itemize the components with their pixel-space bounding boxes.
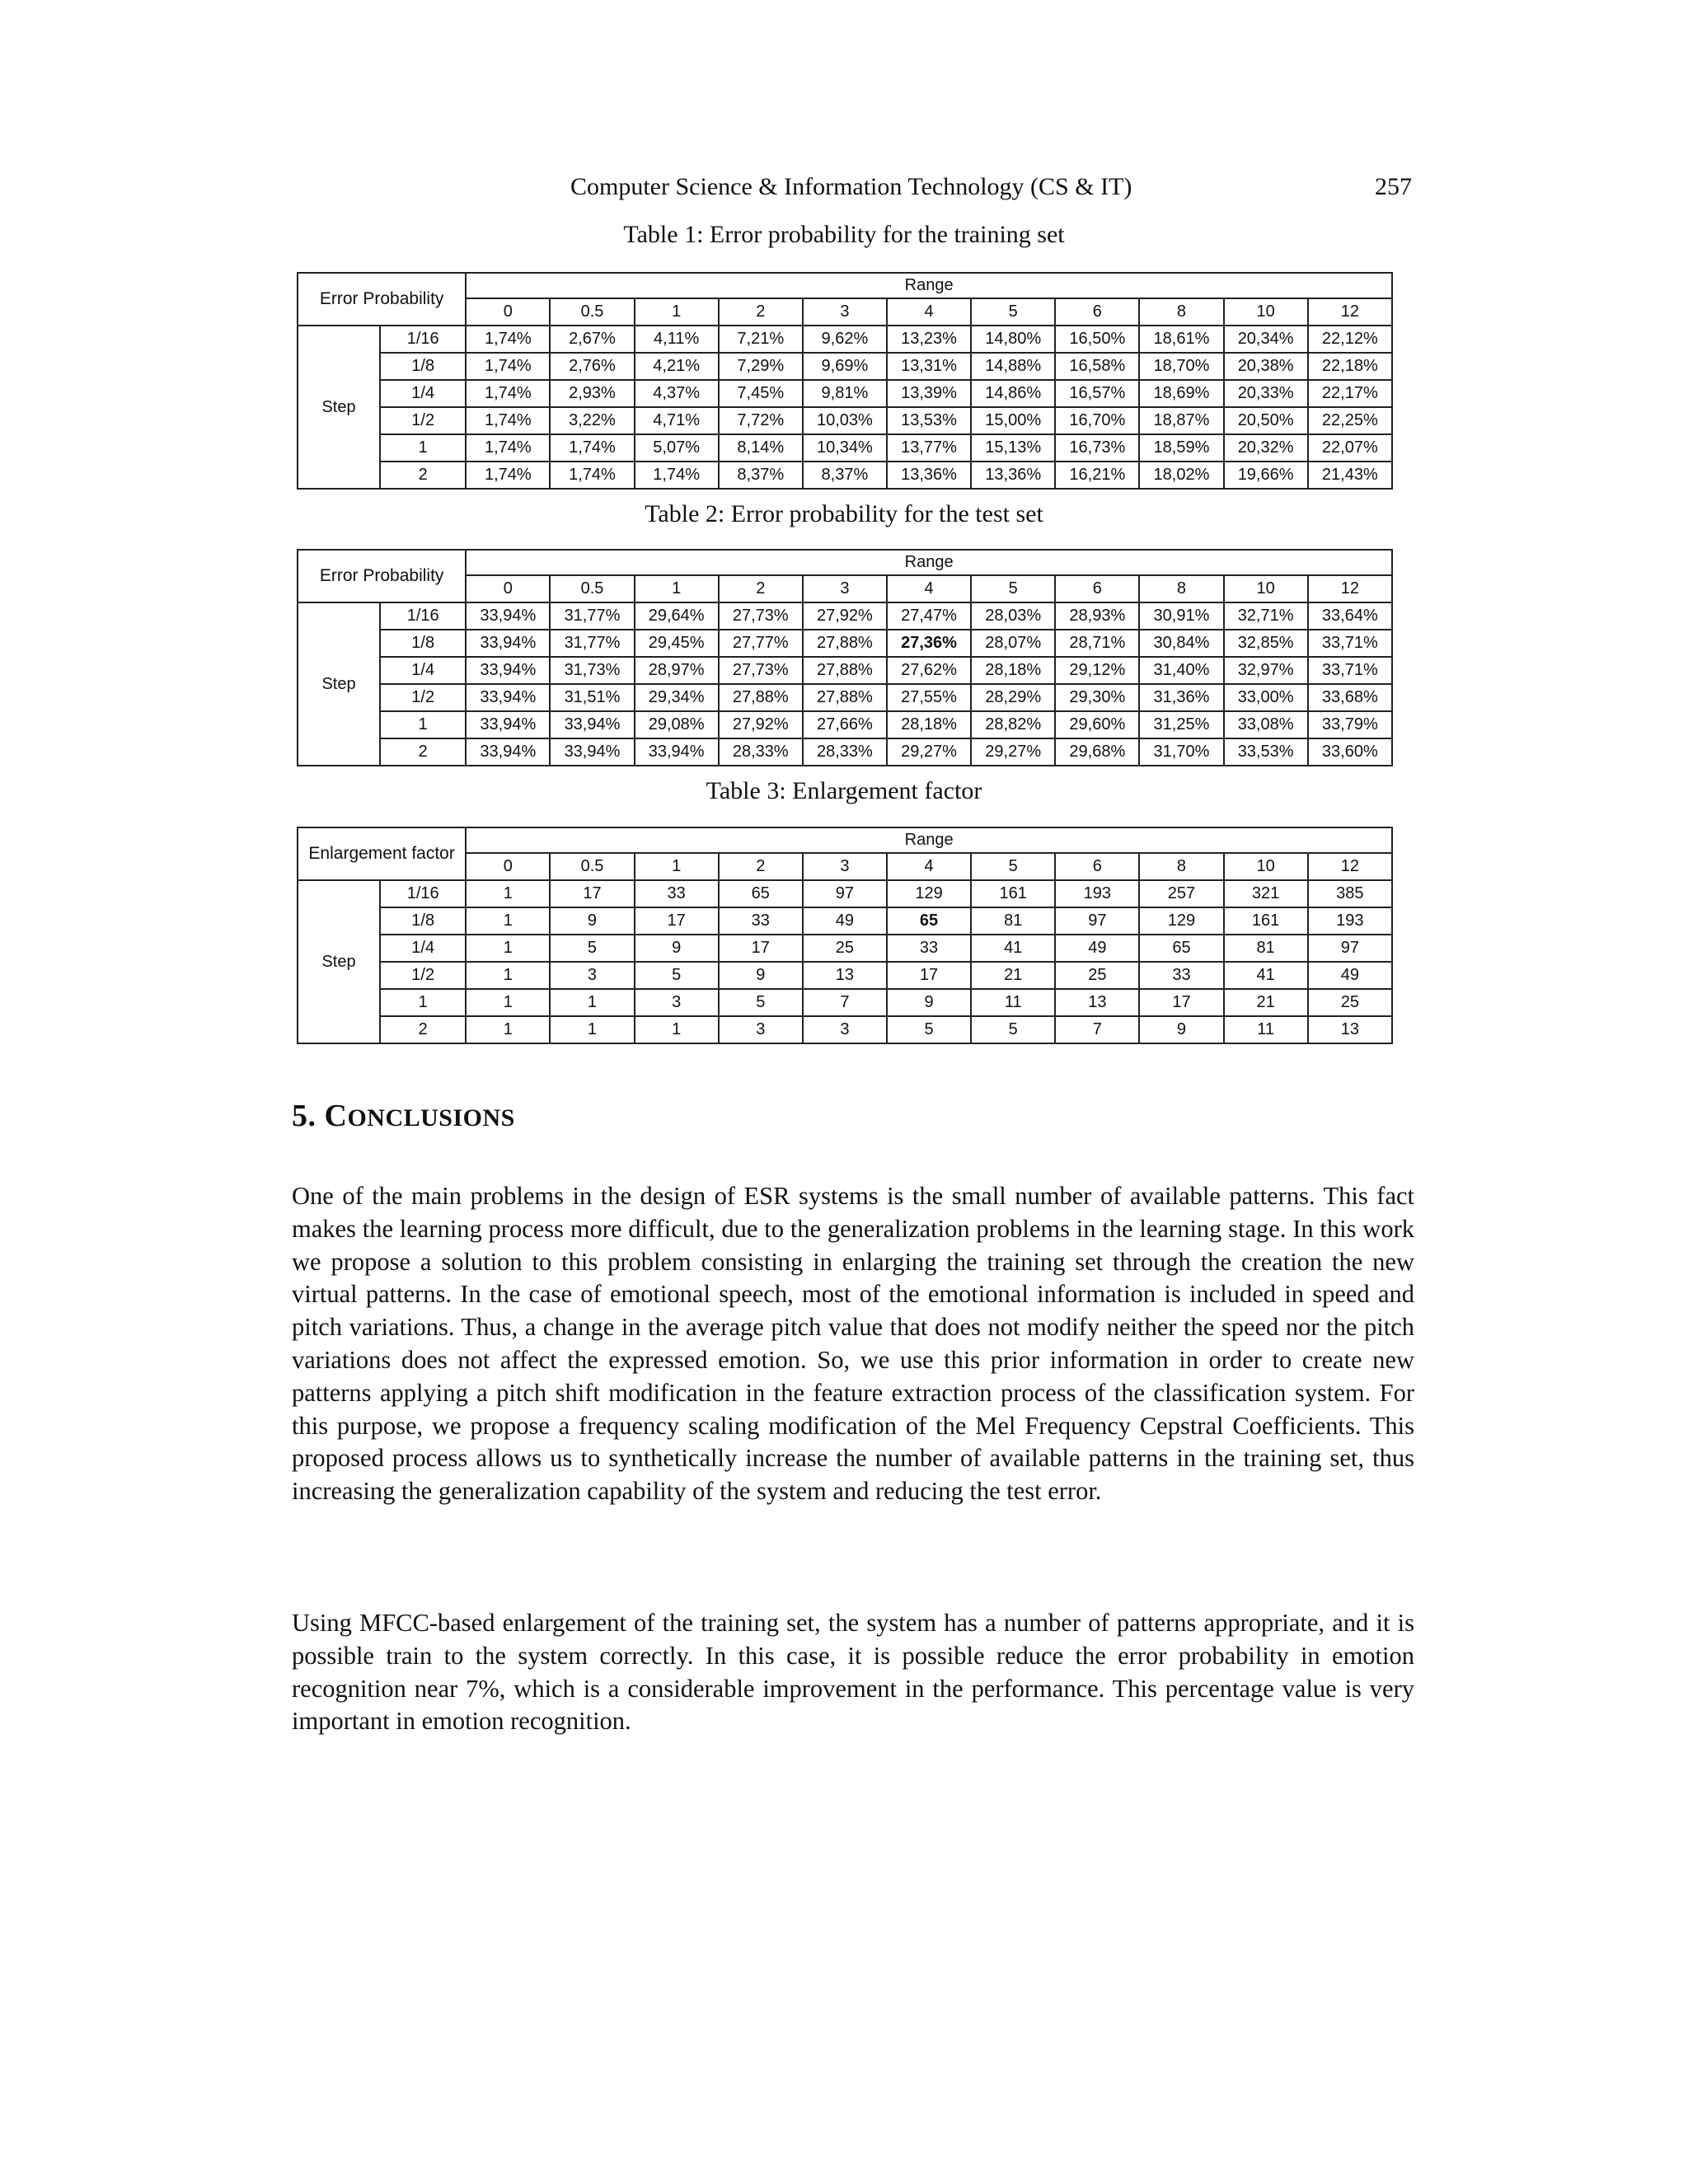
value-cell: 4,71%: [635, 407, 719, 434]
range-header-cell: 1: [635, 298, 719, 326]
value-cell: 9: [887, 989, 971, 1016]
value-cell: 28,18%: [887, 711, 971, 738]
value-cell: 161: [971, 880, 1055, 907]
value-cell: 49: [1308, 962, 1392, 989]
table-row: [298, 434, 1392, 462]
value-cell: 257: [1139, 880, 1223, 907]
value-cell: 30,84%: [1139, 630, 1223, 657]
range-header-cell: 3: [803, 853, 887, 880]
value-cell: 1,74%: [466, 326, 550, 353]
value-cell: 97: [803, 880, 887, 907]
value-cell: 18,87%: [1139, 407, 1223, 434]
value-cell: 17: [635, 907, 719, 935]
value-cell: 9: [550, 907, 634, 935]
value-cell: 27,88%: [803, 657, 887, 684]
range-header-cell: 5: [971, 298, 1055, 326]
range-header-cell: 8: [1139, 298, 1223, 326]
value-cell: 2,67%: [550, 326, 634, 353]
value-cell: 20,32%: [1224, 434, 1308, 462]
value-cell: 9: [719, 962, 803, 989]
value-cell: 2,76%: [550, 353, 634, 380]
value-cell: 33,60%: [1308, 738, 1392, 766]
table-row: [298, 380, 1392, 407]
table-row: [298, 989, 1392, 1016]
value-cell: 27,92%: [803, 602, 887, 630]
value-cell: 193: [1055, 880, 1139, 907]
range-header-cell: 4: [887, 298, 971, 326]
corner-label: Error Probability: [298, 550, 466, 602]
paragraph: One of the main problems in the design of ESR systems is the small number of available patterns. This fact makes the learning process more difficult, due to the generalization problems in the learning stage. In this work we propose a solution to this problem consisting in enlarging the training set through the creation the new virtual patterns. In the case of emotional speech, most of the emotional information is included in speed and pitch variations. Thus, a change in the average pitch value that does not modify neither the speed nor the pitch variations does not affect the expressed emotion. So, we use this prior information in order to create new patterns applying a pitch shift modification in the feature extraction process of the classification system. For this purpose, we propose a frequency scaling modification of the Mel Frequency Cepstral Coefficients. This proposed process allows us to synthetically increase the number of available patterns in the training set, thus increasing the generalization capability of the system and reducing the test error.: [292, 1182, 1414, 1506]
value-cell: 18,61%: [1139, 326, 1223, 353]
range-header-cell: 0.5: [550, 575, 634, 602]
value-cell: 5: [635, 962, 719, 989]
range-header-cell: 12: [1308, 298, 1392, 326]
value-cell: 33: [635, 880, 719, 907]
value-cell: 29,08%: [635, 711, 719, 738]
value-cell: 27,73%: [719, 657, 803, 684]
value-cell: 14,86%: [971, 380, 1055, 407]
table-1: [297, 272, 1393, 490]
value-cell: 18,02%: [1139, 462, 1223, 489]
value-cell: 22,18%: [1308, 353, 1392, 380]
range-header-cell: 0: [466, 575, 550, 602]
value-cell: 33,94%: [550, 711, 634, 738]
value-cell: 3: [803, 1016, 887, 1043]
value-cell: 129: [1139, 907, 1223, 935]
value-cell: 32,71%: [1224, 602, 1308, 630]
step-cell: 1/16: [380, 880, 466, 907]
value-cell: 20,34%: [1224, 326, 1308, 353]
value-cell: 41: [971, 935, 1055, 962]
value-cell: 27,88%: [803, 684, 887, 711]
value-cell: 18,69%: [1139, 380, 1223, 407]
value-cell: 4,21%: [635, 353, 719, 380]
value-cell: 25: [1055, 962, 1139, 989]
value-cell: 13,36%: [887, 462, 971, 489]
range-header-cell: 0: [466, 853, 550, 880]
value-cell: 11: [1224, 1016, 1308, 1043]
value-cell: 14,80%: [971, 326, 1055, 353]
value-cell: 9,81%: [803, 380, 887, 407]
value-cell: 1: [550, 989, 634, 1016]
value-cell: 1,74%: [466, 353, 550, 380]
step-cell: 1/16: [380, 602, 466, 630]
step-cell: 2: [380, 462, 466, 489]
value-cell: 2,93%: [550, 380, 634, 407]
value-cell: 5: [971, 1016, 1055, 1043]
value-cell: 19,66%: [1224, 462, 1308, 489]
step-cell: 2: [380, 738, 466, 766]
value-cell: 7: [1055, 1016, 1139, 1043]
value-cell: 13,23%: [887, 326, 971, 353]
table-row: [298, 935, 1392, 962]
value-cell: 1,74%: [466, 380, 550, 407]
value-cell: 27,55%: [887, 684, 971, 711]
range-group-header: Range: [466, 550, 1392, 575]
value-cell: 193: [1308, 907, 1392, 935]
value-cell: 18,59%: [1139, 434, 1223, 462]
value-cell: 32,97%: [1224, 657, 1308, 684]
table-2: [297, 549, 1393, 766]
value-cell: 29,34%: [635, 684, 719, 711]
value-cell: 31,25%: [1139, 711, 1223, 738]
value-cell: 3,22%: [550, 407, 634, 434]
value-cell: 10,34%: [803, 434, 887, 462]
value-cell: 30,91%: [1139, 602, 1223, 630]
range-header-cell: 10: [1224, 575, 1308, 602]
value-cell: 16,21%: [1055, 462, 1139, 489]
range-header-cell: 2: [719, 853, 803, 880]
value-cell: 32,85%: [1224, 630, 1308, 657]
value-cell: 27,88%: [803, 630, 887, 657]
row-group-label: Step: [298, 880, 380, 1043]
section-number: 5.: [292, 1099, 316, 1133]
table-row: [298, 407, 1392, 434]
value-cell: 29,60%: [1055, 711, 1139, 738]
value-cell: 33,08%: [1224, 711, 1308, 738]
header-row: [298, 827, 1392, 853]
value-cell: 14,88%: [971, 353, 1055, 380]
value-cell: 1: [466, 880, 550, 907]
range-header-cell: 1: [635, 575, 719, 602]
value-cell: 20,33%: [1224, 380, 1308, 407]
row-group-label: Step: [298, 326, 380, 489]
section-heading: [292, 1098, 515, 1134]
range-header-cell: 0: [466, 298, 550, 326]
value-cell: 65: [887, 907, 971, 935]
value-cell: 13,31%: [887, 353, 971, 380]
value-cell: 33,94%: [466, 630, 550, 657]
value-cell: 22,25%: [1308, 407, 1392, 434]
value-cell: 33,00%: [1224, 684, 1308, 711]
range-header-cell: 12: [1308, 575, 1392, 602]
value-cell: 33,94%: [466, 684, 550, 711]
range-header-cell: 6: [1055, 298, 1139, 326]
value-cell: 7,72%: [719, 407, 803, 434]
value-cell: 29,30%: [1055, 684, 1139, 711]
range-header-cell: 0.5: [550, 298, 634, 326]
value-cell: 31,51%: [550, 684, 634, 711]
range-header-cell: 10: [1224, 298, 1308, 326]
range-header-cell: 3: [803, 575, 887, 602]
value-cell: 13,53%: [887, 407, 971, 434]
step-cell: 1/4: [380, 657, 466, 684]
step-cell: 1/8: [380, 907, 466, 935]
value-cell: 27,92%: [719, 711, 803, 738]
value-cell: 1: [466, 907, 550, 935]
range-header-cell: 8: [1139, 853, 1223, 880]
value-cell: 28,97%: [635, 657, 719, 684]
range-header-cell: 8: [1139, 575, 1223, 602]
step-cell: 1/2: [380, 962, 466, 989]
value-cell: 49: [1055, 935, 1139, 962]
page-number: 257: [1375, 173, 1412, 200]
value-cell: 25: [1308, 989, 1392, 1016]
value-cell: 33,64%: [1308, 602, 1392, 630]
value-cell: 33,53%: [1224, 738, 1308, 766]
value-cell: 8,37%: [719, 462, 803, 489]
range-header-cell: 5: [971, 853, 1055, 880]
step-cell: 1/4: [380, 935, 466, 962]
value-cell: 17: [550, 880, 634, 907]
value-cell: 27,77%: [719, 630, 803, 657]
range-header-cell: 0.5: [550, 853, 634, 880]
value-cell: 4,11%: [635, 326, 719, 353]
value-cell: 5: [887, 1016, 971, 1043]
step-cell: 2: [380, 1016, 466, 1043]
section-title-rest: ONCLUSIONS: [347, 1104, 515, 1132]
value-cell: 33: [1139, 962, 1223, 989]
table-row: [298, 738, 1392, 766]
header-row: [298, 550, 1392, 575]
value-cell: 33,79%: [1308, 711, 1392, 738]
value-cell: 3: [635, 989, 719, 1016]
value-cell: 33,94%: [550, 738, 634, 766]
value-cell: 33,68%: [1308, 684, 1392, 711]
value-cell: 33,71%: [1308, 657, 1392, 684]
step-cell: 1/16: [380, 326, 466, 353]
header-row: [298, 273, 1392, 298]
value-cell: 1,74%: [550, 434, 634, 462]
table-row: [298, 462, 1392, 489]
value-cell: 49: [803, 907, 887, 935]
table-3-caption: Table 3: Enlargement factor: [706, 777, 982, 804]
value-cell: 97: [1308, 935, 1392, 962]
value-cell: 15,00%: [971, 407, 1055, 434]
value-cell: 7,45%: [719, 380, 803, 407]
value-cell: 29,27%: [887, 738, 971, 766]
value-cell: 27,66%: [803, 711, 887, 738]
value-cell: 1: [466, 1016, 550, 1043]
value-cell: 13,39%: [887, 380, 971, 407]
value-cell: 15,13%: [971, 434, 1055, 462]
section-title-initial: C: [324, 1099, 348, 1133]
range-header-cell: 1: [635, 853, 719, 880]
table-row: [298, 1016, 1392, 1043]
table-row: [298, 711, 1392, 738]
range-header-cell: 6: [1055, 575, 1139, 602]
step-cell: 1/4: [380, 380, 466, 407]
value-cell: 27,62%: [887, 657, 971, 684]
value-cell: 31,70%: [1139, 738, 1223, 766]
value-cell: 28,29%: [971, 684, 1055, 711]
value-cell: 1,74%: [466, 434, 550, 462]
value-cell: 16,73%: [1055, 434, 1139, 462]
value-cell: 29,64%: [635, 602, 719, 630]
value-cell: 33,94%: [466, 711, 550, 738]
table-row: [298, 684, 1392, 711]
value-cell: 33,94%: [466, 657, 550, 684]
range-header-cell: 4: [887, 575, 971, 602]
range-header-cell: 3: [803, 298, 887, 326]
value-cell: 28,07%: [971, 630, 1055, 657]
step-cell: 1/2: [380, 407, 466, 434]
value-cell: 13: [1308, 1016, 1392, 1043]
step-cell: 1/2: [380, 684, 466, 711]
value-cell: 25: [803, 935, 887, 962]
value-cell: 1: [466, 962, 550, 989]
table-row: [298, 907, 1392, 935]
table-row: [298, 602, 1392, 630]
value-cell: 16,50%: [1055, 326, 1139, 353]
value-cell: 33: [887, 935, 971, 962]
value-cell: 9: [1139, 1016, 1223, 1043]
range-header-cell: 10: [1224, 853, 1308, 880]
value-cell: 28,71%: [1055, 630, 1139, 657]
value-cell: 31,77%: [550, 630, 634, 657]
running-header: Computer Science & Information Technology (CS & IT): [570, 173, 1132, 200]
value-cell: 27,36%: [887, 630, 971, 657]
value-cell: 28,93%: [1055, 602, 1139, 630]
step-cell: 1: [380, 434, 466, 462]
value-cell: 31,36%: [1139, 684, 1223, 711]
paragraph: Using MFCC-based enlargement of the training set, the system has a number of patterns appropriate, and it is possible train to the system correctly. In this case, it is possible reduce the error probability in emotion recognition near 7%, which is a considerable improvement in the performance. This percentage value is very important in emotion recognition.: [292, 1609, 1414, 1736]
value-cell: 29,27%: [971, 738, 1055, 766]
value-cell: 1: [466, 935, 550, 962]
value-cell: 21: [971, 962, 1055, 989]
value-cell: 28,33%: [803, 738, 887, 766]
value-cell: 33,94%: [466, 602, 550, 630]
value-cell: 7: [803, 989, 887, 1016]
value-cell: 17: [1139, 989, 1223, 1016]
value-cell: 7,29%: [719, 353, 803, 380]
value-cell: 65: [719, 880, 803, 907]
value-cell: 29,45%: [635, 630, 719, 657]
value-cell: 5: [550, 935, 634, 962]
value-cell: 31,77%: [550, 602, 634, 630]
value-cell: 22,12%: [1308, 326, 1392, 353]
table-row: [298, 353, 1392, 380]
value-cell: 10,03%: [803, 407, 887, 434]
step-cell: 1: [380, 711, 466, 738]
value-cell: 27,73%: [719, 602, 803, 630]
range-header-cell: 5: [971, 575, 1055, 602]
corner-label: Error Probability: [298, 273, 466, 326]
value-cell: 1: [466, 989, 550, 1016]
value-cell: 81: [1224, 935, 1308, 962]
table-2-caption: Table 2: Error probability for the test set: [645, 500, 1043, 527]
value-cell: 17: [719, 935, 803, 962]
value-cell: 16,70%: [1055, 407, 1139, 434]
range-group-header: Range: [466, 273, 1392, 298]
value-cell: 31,73%: [550, 657, 634, 684]
value-cell: 9,69%: [803, 353, 887, 380]
value-cell: 1,74%: [550, 462, 634, 489]
value-cell: 13: [803, 962, 887, 989]
value-cell: 129: [887, 880, 971, 907]
value-cell: 22,07%: [1308, 434, 1392, 462]
value-cell: 11: [971, 989, 1055, 1016]
value-cell: 29,68%: [1055, 738, 1139, 766]
value-cell: 321: [1224, 880, 1308, 907]
value-cell: 28,33%: [719, 738, 803, 766]
value-cell: 16,57%: [1055, 380, 1139, 407]
value-cell: 1,74%: [466, 407, 550, 434]
value-cell: 20,38%: [1224, 353, 1308, 380]
value-cell: 5,07%: [635, 434, 719, 462]
range-header-cell: 4: [887, 853, 971, 880]
value-cell: 9: [635, 935, 719, 962]
value-cell: 1: [635, 1016, 719, 1043]
value-cell: 27,88%: [719, 684, 803, 711]
value-cell: 22,17%: [1308, 380, 1392, 407]
table-row: [298, 962, 1392, 989]
value-cell: 8,37%: [803, 462, 887, 489]
value-cell: 33,94%: [635, 738, 719, 766]
range-header-cell: 12: [1308, 853, 1392, 880]
table-row: [298, 326, 1392, 353]
value-cell: 9,62%: [803, 326, 887, 353]
value-cell: 18,70%: [1139, 353, 1223, 380]
value-cell: 3: [719, 1016, 803, 1043]
value-cell: 13,77%: [887, 434, 971, 462]
row-group-label: Step: [298, 602, 380, 766]
value-cell: 7,21%: [719, 326, 803, 353]
table-1-caption: Table 1: Error probability for the training set: [623, 221, 1065, 248]
value-cell: 16,58%: [1055, 353, 1139, 380]
value-cell: 20,50%: [1224, 407, 1308, 434]
value-cell: 33: [719, 907, 803, 935]
table-row: [298, 630, 1392, 657]
value-cell: 28,03%: [971, 602, 1055, 630]
value-cell: 4,37%: [635, 380, 719, 407]
value-cell: 41: [1224, 962, 1308, 989]
value-cell: 3: [550, 962, 634, 989]
range-group-header: Range: [466, 827, 1392, 853]
value-cell: 1,74%: [466, 462, 550, 489]
value-cell: 65: [1139, 935, 1223, 962]
value-cell: 385: [1308, 880, 1392, 907]
value-cell: 1,74%: [635, 462, 719, 489]
value-cell: 17: [887, 962, 971, 989]
range-header-cell: 6: [1055, 853, 1139, 880]
step-cell: 1: [380, 989, 466, 1016]
table-3: [297, 827, 1393, 1044]
range-header-cell: 2: [719, 575, 803, 602]
value-cell: 28,18%: [971, 657, 1055, 684]
value-cell: 21,43%: [1308, 462, 1392, 489]
value-cell: 81: [971, 907, 1055, 935]
range-header-cell: 2: [719, 298, 803, 326]
value-cell: 8,14%: [719, 434, 803, 462]
value-cell: 27,47%: [887, 602, 971, 630]
value-cell: 21: [1224, 989, 1308, 1016]
value-cell: 13,36%: [971, 462, 1055, 489]
table-row: [298, 657, 1392, 684]
step-cell: 1/8: [380, 630, 466, 657]
value-cell: 29,12%: [1055, 657, 1139, 684]
value-cell: 33,71%: [1308, 630, 1392, 657]
value-cell: 33,94%: [466, 738, 550, 766]
value-cell: 1: [550, 1016, 634, 1043]
table-row: [298, 880, 1392, 907]
corner-label: Enlargement factor: [298, 827, 466, 880]
value-cell: 5: [719, 989, 803, 1016]
value-cell: 97: [1055, 907, 1139, 935]
value-cell: 31,40%: [1139, 657, 1223, 684]
value-cell: 161: [1224, 907, 1308, 935]
step-cell: 1/8: [380, 353, 466, 380]
value-cell: 13: [1055, 989, 1139, 1016]
value-cell: 28,82%: [971, 711, 1055, 738]
